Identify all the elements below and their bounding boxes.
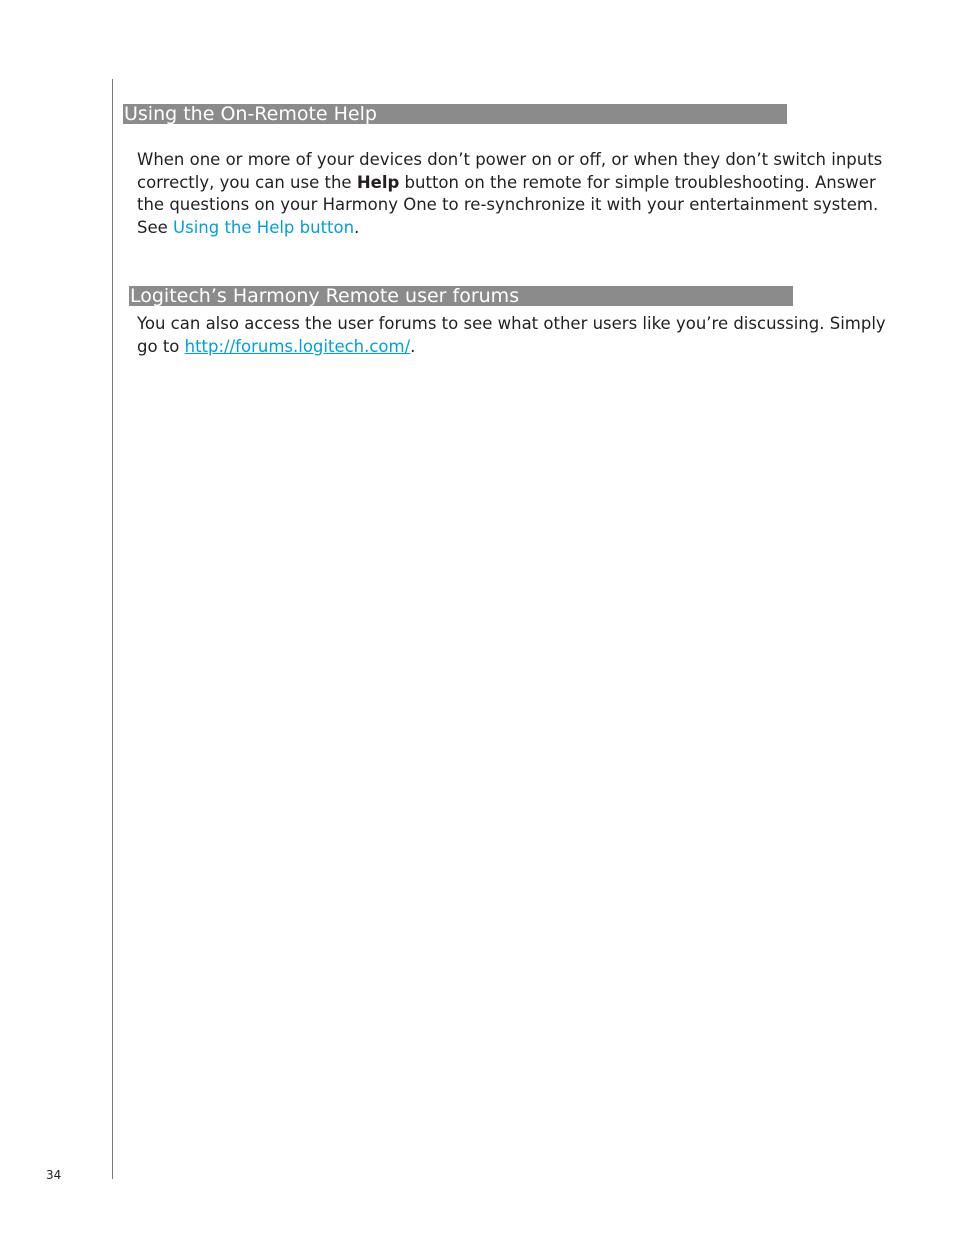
help-button-term: Help xyxy=(356,172,400,192)
paragraph-text: button on the remote for simple troubleshooting. Answer the questions on your Harmony One to re-synchronize it with your entertainment system. See xyxy=(137,172,879,237)
page-number: 34 xyxy=(46,1168,62,1182)
using-help-button-link[interactable]: Using the Help button xyxy=(173,217,355,237)
on-remote-help-paragraph xyxy=(137,149,907,239)
margin-rule xyxy=(112,79,113,1179)
paragraph-text: . xyxy=(410,336,416,356)
paragraph-text: When one or more of your devices don’t power on or off, or when they don’t switch inputs correctly, you can use the xyxy=(137,150,883,192)
section-heading-on-remote-help: Using the On-Remote Help xyxy=(123,104,787,124)
section-heading-user-forums: Logitech’s Harmony Remote user forums xyxy=(129,286,793,306)
user-forums-paragraph xyxy=(137,313,907,358)
paragraph-text: . xyxy=(354,217,360,237)
forums-url-link[interactable]: http://forums.logitech.com/ xyxy=(184,336,411,356)
paragraph-text: You can also access the user forums to see what other users like you’re discussing. Simply go to xyxy=(137,314,886,356)
